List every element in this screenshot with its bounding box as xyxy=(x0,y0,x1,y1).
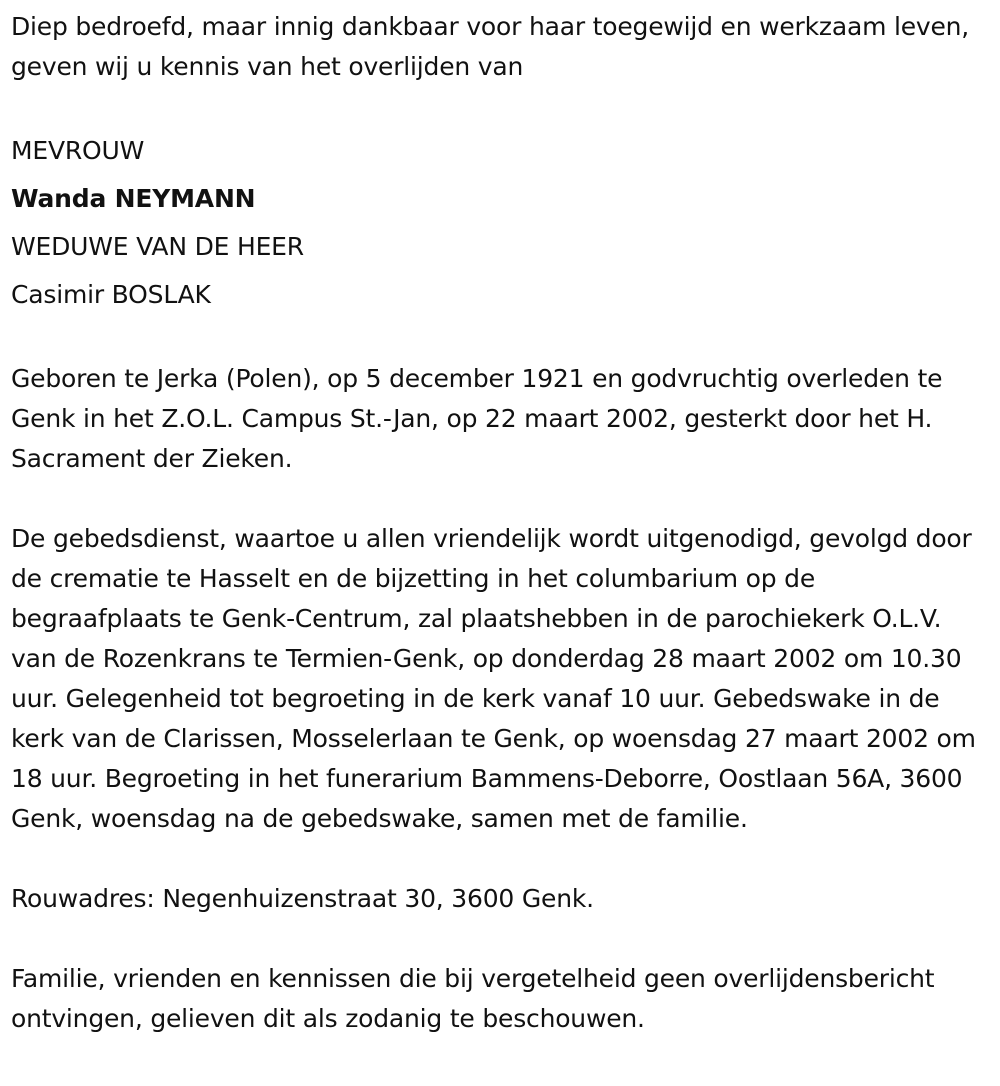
deceased-name: Wanda NEYMANN xyxy=(11,184,256,213)
birth-death-paragraph: Geboren te Jerka (Polen), op 5 december 1921 en godvruchtig overleden te Genk in het Z.O.L. Campus St.-Jan, op 22 maart 2002, gesterkt door het H. Sacrament der Zieken. xyxy=(11,364,943,473)
closing-note: Familie, vrienden en kennissen die bij vergetelheid geen overlijdensbericht ontvingen, gelieven dit als zodanig te beschouwen. xyxy=(11,964,935,1033)
spouse-name: Casimir BOSLAK xyxy=(11,280,211,309)
obituary-document xyxy=(11,7,991,1039)
name-block xyxy=(11,127,991,319)
service-info-paragraph: De gebedsdienst, waartoe u allen vriendelijk wordt uitgenodigd, gevolgd door de crematie te Hasselt en de bijzetting in het columbarium op de begraafplaats te Genk-Centrum, zal plaatshebben in de parochiekerk O.L.V. van de Rozenkrans te Termien-Genk, op donderdag 28 maart 2002 om 10.30 uur. Gelegenheid tot begroeting in de kerk vanaf 10 uur. Gebedswake in de kerk van de Clarissen, Mosselerlaan te Genk, op woensdag 27 maart 2002 om 18 uur. Begroeting in het funerarium Bammens-Deborre, Oostlaan 56A, 3600 Genk, woensdag na de gebedswake, samen met de familie. xyxy=(11,524,976,833)
title-line: MEVROUW xyxy=(11,136,145,165)
mourning-address: Rouwadres: Negenhuizenstraat 30, 3600 Genk. xyxy=(11,884,594,913)
widow-line: WEDUWE VAN DE HEER xyxy=(11,232,304,261)
intro-paragraph: Diep bedroefd, maar innig dankbaar voor haar toegewijd en werkzaam leven, geven wij u kennis van het overlijden van xyxy=(11,12,970,81)
